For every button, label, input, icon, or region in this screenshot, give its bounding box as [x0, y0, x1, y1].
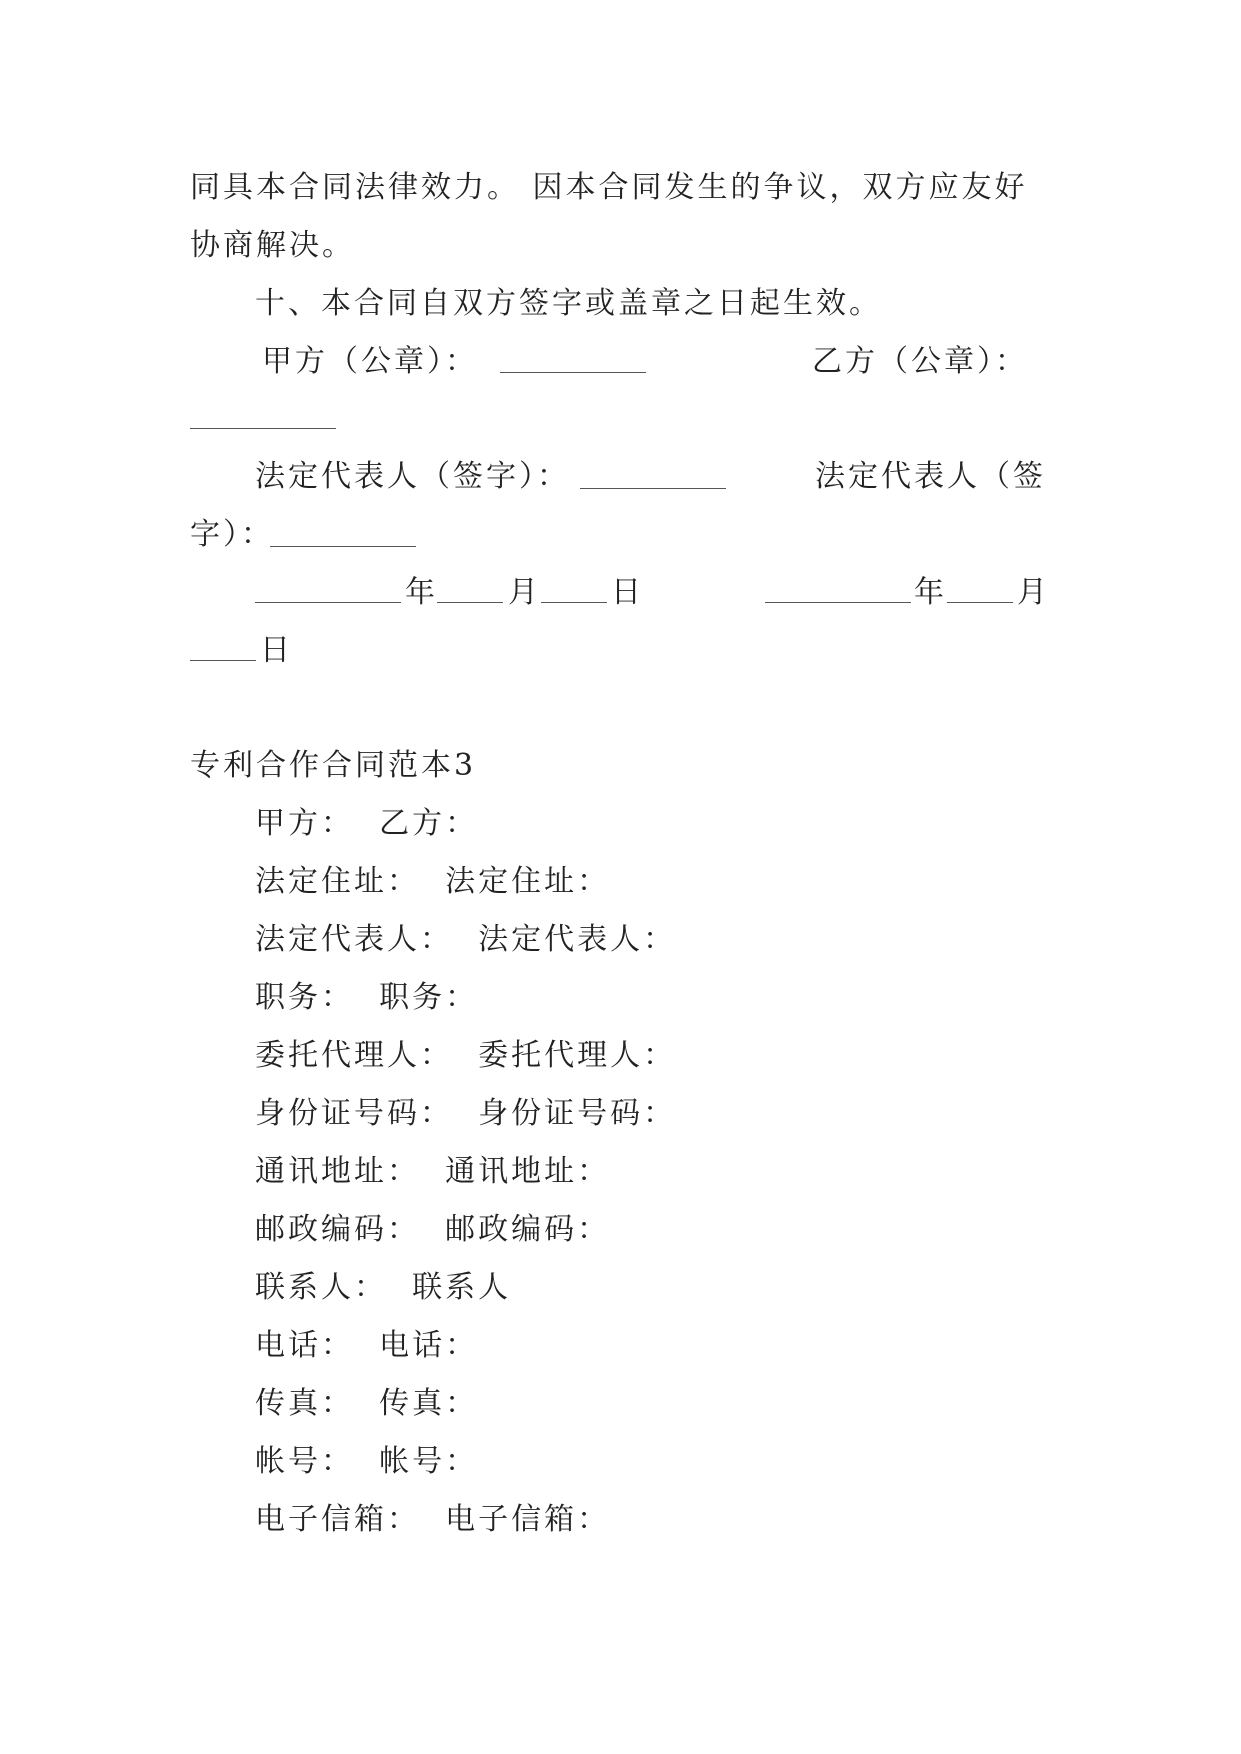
- section-title: 专利合作合同范本3: [190, 748, 477, 783]
- field-line-postcode: 邮政编码： 邮政编码：: [255, 1212, 611, 1247]
- field-line-position: 职务： 职务：: [255, 980, 479, 1015]
- field-line-address: 法定住址： 法定住址：: [255, 864, 611, 899]
- date-b-month-blank: [947, 602, 1013, 603]
- date-b-day-blank: [190, 660, 256, 661]
- date-b-year-label: 年: [914, 575, 947, 610]
- field-line-legal-rep: 法定代表人： 法定代表人：: [255, 922, 677, 957]
- party-b-seal-label: 乙方（公章）：: [812, 344, 1028, 379]
- date-a-year-label: 年: [405, 575, 438, 610]
- field-line-email: 电子信箱： 电子信箱：: [255, 1502, 611, 1537]
- date-b-year-blank: [765, 602, 911, 603]
- field-line-contact: 联系人： 联系人: [255, 1270, 512, 1305]
- party-a-seal-label: 甲方（公章）：: [262, 344, 478, 379]
- paragraph-line: 同具本合同法律效力。 因本合同发生的争议，双方应友好: [190, 170, 1028, 205]
- field-line-account: 帐号： 帐号：: [255, 1444, 479, 1479]
- rep-a-sign-label: 法定代表人（签字）：: [255, 459, 570, 494]
- field-line-fax: 传真： 传真：: [255, 1386, 479, 1421]
- date-a-day-blank: [541, 602, 607, 603]
- party-a-seal-blank: [500, 372, 646, 373]
- rep-a-sign-blank: [580, 488, 726, 489]
- party-b-seal-blank: [190, 428, 336, 429]
- date-a-month-blank: [437, 602, 503, 603]
- date-b-month-label: 月: [1017, 575, 1050, 610]
- field-line-phone: 电话： 电话：: [255, 1328, 479, 1363]
- field-line-party: 甲方： 乙方：: [255, 806, 479, 841]
- field-line-id-number: 身份证号码： 身份证号码：: [255, 1096, 677, 1131]
- date-a-month-label: 月: [508, 575, 541, 610]
- field-line-mail-address: 通讯地址： 通讯地址：: [255, 1154, 611, 1189]
- date-a-day-label: 日: [611, 575, 644, 610]
- paragraph-line: 协商解决。: [190, 228, 355, 263]
- date-a-year-blank: [255, 602, 401, 603]
- rep-b-sign-label: 法定代表人（签: [815, 459, 1046, 494]
- date-b-day-label: 日: [260, 633, 293, 668]
- rep-b-sign-label-cont: 字）：: [190, 517, 274, 552]
- rep-b-sign-blank: [270, 546, 416, 547]
- clause-ten: 十、本合同自双方签字或盖章之日起生效。: [255, 286, 882, 321]
- field-line-agent: 委托代理人： 委托代理人：: [255, 1038, 677, 1073]
